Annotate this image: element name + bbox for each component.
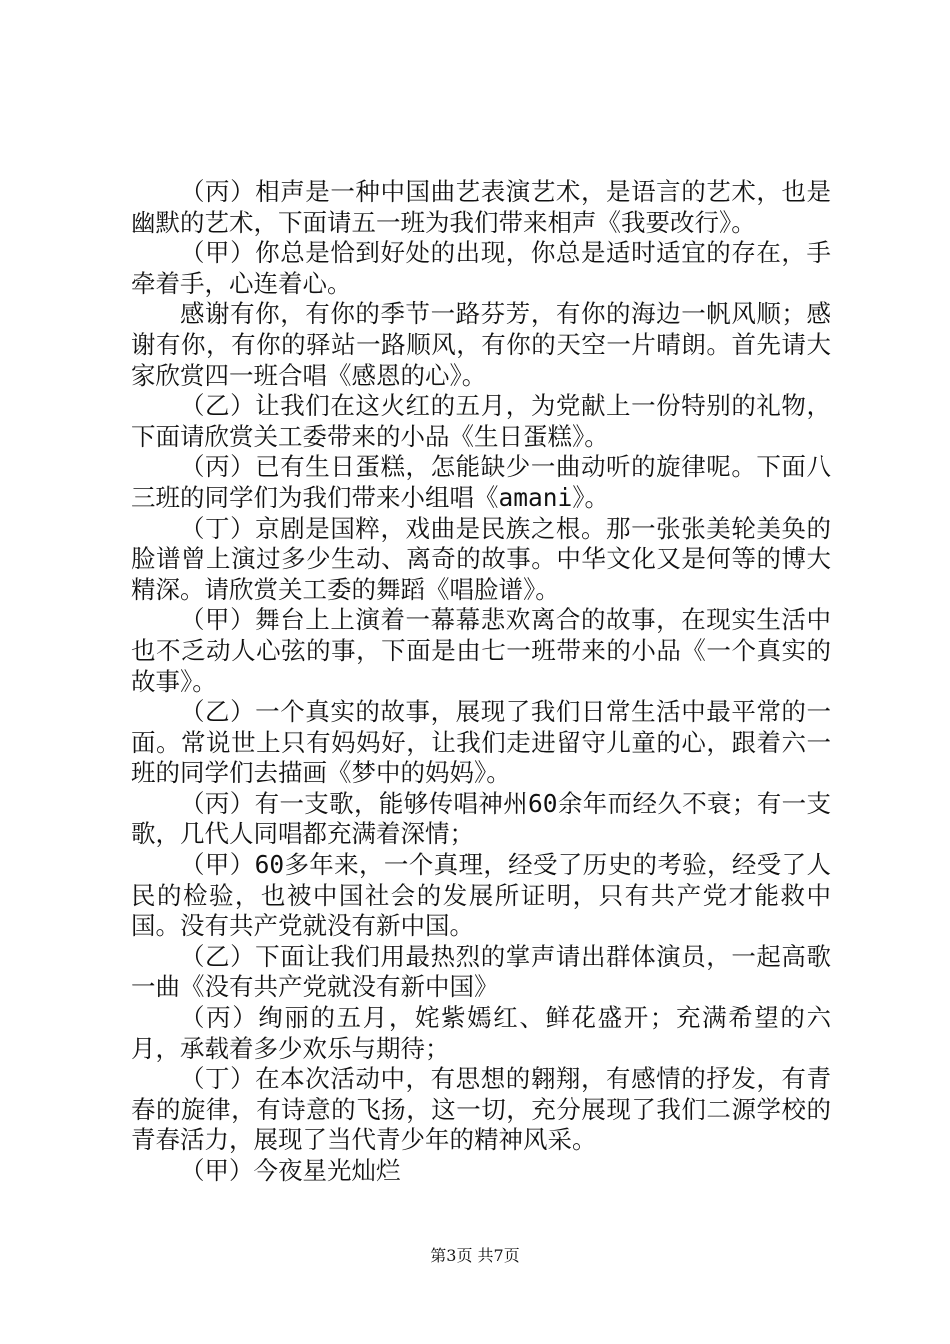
document-body — [131, 177, 831, 1187]
paragraph: （乙）一个真实的故事，展现了我们日常生活中最平常的一面。常说世上只有妈妈好，让我们走进留守儿童的心，跟着六一班的同学们去描画《梦中的妈妈》。 — [131, 697, 831, 788]
paragraph: （乙）下面让我们用最热烈的掌声请出群体演员，一起高歌一曲《没有共产党就没有新中国》 — [131, 941, 831, 1002]
paragraph: （丙）已有生日蛋糕，怎能缺少一曲动听的旋律呢。下面八三班的同学们为我们带来小组唱《amani》。 — [131, 452, 831, 512]
paragraph: （丙）有一支歌，能够传唱神州60余年而经久不衰；有一支歌，几代人同唱都充满着深情； — [131, 788, 831, 849]
paragraph: （甲）今夜星光灿烂 — [180, 1156, 401, 1185]
paragraph: （乙）让我们在这火红的五月，为党献上一份特别的礼物，下面请欣赏关工委带来的小品《生日蛋糕》。 — [131, 391, 831, 451]
paragraph: （丁）京剧是国粹，戏曲是民族之根。那一张张美轮美奂的脸谱曾上演过多少生动、离奇的故事。中华文化又是何等的博大精深。请欣赏关工委的舞蹈《唱脸谱》。 — [131, 513, 831, 604]
paragraph: （甲）舞台上上演着一幕幕悲欢离合的故事，在现实生活中也不乏动人心弦的事，下面是由七一班带来的小品《一个真实的故事》。 — [131, 605, 831, 696]
paragraph: （甲）你总是恰到好处的出现，你总是适时适宜的存在，手牵着手，心连着心。 — [131, 238, 831, 298]
paragraph: （丙）绚丽的五月，姹紫嫣红、鲜花盛开；充满希望的六月，承载着多少欢乐与期待； — [131, 1003, 831, 1063]
paragraph: （甲）60多年来，一个真理，经受了历史的考验，经受了人民的检验，也被中国社会的发展所证明，只有共产党才能救中国。没有共产党就没有新中国。 — [131, 850, 831, 941]
paragraph: 感谢有你，有你的季节一路芬芳，有你的海边一帆风顺；感谢有你，有你的驿站一路顺风，有你的天空一片晴朗。首先请大家欣赏四一班合唱《感恩的心》。 — [131, 299, 831, 390]
paragraph: （丙）相声是一种中国曲艺表演艺术，是语言的艺术，也是幽默的艺术，下面请五一班为我们带来相声《我要改行》。 — [131, 177, 831, 237]
page-number-footer: 第3页 共7页 — [430, 1246, 520, 1265]
paragraph: （丁）在本次活动中，有思想的翱翔，有感情的抒发，有青春的旋律，有诗意的飞扬，这一切，充分展现了我们二源学校的青春活力，展现了当代青少年的精神风采。 — [131, 1064, 831, 1155]
